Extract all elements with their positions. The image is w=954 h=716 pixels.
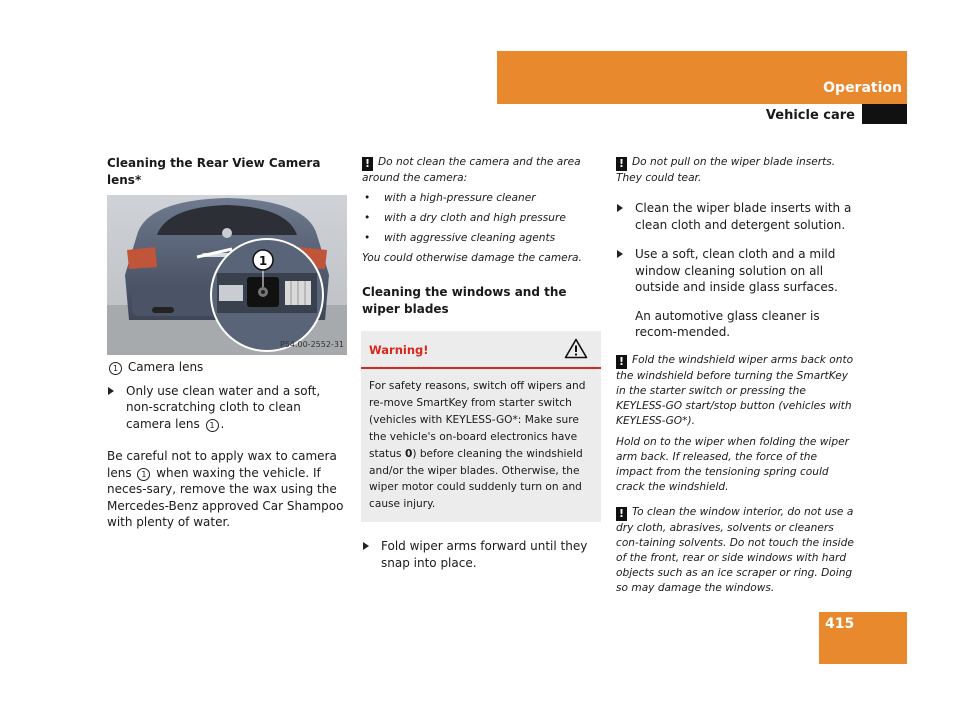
- wax-paragraph-start: Be careful not to apply wax to camera lens: [107, 449, 337, 480]
- wiper-arm-notice-text: Fold the windshield wiper arms back onto the windshield before turning the SmartKey in the starter switch or pressing the KEYLESS-GO start/stop button (vehicles with KEYLESS-GO*).: [616, 353, 854, 427]
- wiper-arm-notice-continued: Hold on to the wiper when folding the wiper arm back. If released, the force of the impact from the tensioning spring could crack the windshield.: [616, 435, 849, 493]
- wax-paragraph-number: 1: [137, 468, 150, 481]
- windows-cleaning-heading: Cleaning the windows and the wiper blades: [362, 285, 567, 316]
- step-arrow-icon: [108, 387, 114, 395]
- camera-notice-intro: Do not clean the camera and the area around the camera:: [362, 156, 581, 184]
- camera-notice: [362, 155, 602, 266]
- wiper-insert-step-text: Clean the wiper blade inserts with a clean cloth and detergent solution.: [635, 201, 852, 232]
- wiper-insert-notice-text: Do not pull on the wiper blade inserts. They could tear.: [616, 156, 836, 184]
- legend-camera-lens: [107, 359, 347, 376]
- warning-header: [361, 331, 601, 369]
- rear-camera-illustration: [107, 195, 347, 355]
- notice-icon: !: [616, 355, 627, 369]
- subsection-title: Vehicle care: [765, 108, 855, 123]
- rear-camera-photo: [107, 195, 347, 355]
- column-left: [107, 155, 347, 538]
- step-arrow-icon: [617, 250, 623, 258]
- notice-icon: !: [616, 507, 627, 521]
- step-arrow-icon: [617, 204, 623, 212]
- list-item: • with a dry cloth and high pressure: [362, 211, 602, 226]
- camera-step-number: 1: [206, 419, 219, 432]
- wiper-insert-step: [616, 200, 856, 233]
- wiper-fold-step: [362, 538, 602, 571]
- header-tab-marker: [862, 104, 907, 124]
- camera-step-end: .: [220, 416, 225, 431]
- legend-number: 1: [109, 362, 122, 375]
- column-right: [616, 155, 856, 596]
- notice-icon: !: [362, 157, 373, 171]
- warning-status-value: 0: [404, 447, 413, 460]
- camera-notice-outro: You could otherwise damage the camera.: [362, 252, 582, 264]
- list-item: • with a high-pressure cleaner: [362, 191, 602, 206]
- column-middle: [362, 155, 602, 579]
- warning-triangle-icon: [564, 338, 588, 359]
- glass-cleaning-step-text: Use a soft, clean cloth and a mild window cleaning solution on all outside and inside glass surfaces.: [635, 247, 838, 294]
- wiper-fold-step-text: Fold wiper arms forward until they snap into place.: [381, 539, 588, 570]
- page-number: 415: [825, 616, 855, 632]
- camera-step-text: Only use clean water and a soft, non-scratching cloth to clean camera lens: [126, 383, 321, 431]
- wiper-arm-notice: [616, 353, 856, 429]
- glass-cleaner-note: An automotive glass cleaner is recom-mended.: [635, 308, 820, 339]
- warning-text-start: For safety reasons, switch off wipers and re-move SmartKey from starter switch (vehicles with KEYLESS-GO*: Make sure the vehicle's on-board electronics have status: [369, 380, 586, 460]
- legend-text: Camera lens: [127, 360, 204, 374]
- wiper-insert-notice: [616, 155, 856, 186]
- section-title: Operation: [823, 80, 902, 96]
- notice-icon: !: [616, 157, 627, 171]
- list-item: • with aggressive cleaning agents: [362, 231, 602, 246]
- warning-text-end: ) before cleaning the windshield and/or the wiper blades. Otherwise, the wiper motor could suddenly turn on and cause injury.: [369, 447, 583, 511]
- wax-paragraph-end: when waxing the vehicle. If neces-sary, remove the wax using the Mercedes-Benz approved Car Shampoo with plenty of water.: [107, 465, 344, 529]
- window-interior-notice-text: To clean the window interior, do not use a dry cloth, abrasives, solvents or cleaners con-taining solvents. Do not touch the inside of the front, rear or side windows with hard objects such as an ice scraper or ring. Doing so may damage the windows.: [616, 505, 854, 594]
- camera-step: [107, 383, 347, 433]
- camera-cleaning-heading: Cleaning the Rear View Camera lens*: [107, 156, 321, 187]
- camera-notice-list: [362, 191, 602, 246]
- window-interior-notice: [616, 505, 856, 596]
- warning-body: [361, 369, 601, 522]
- photo-callout-number: 1: [258, 254, 268, 268]
- step-arrow-icon: [363, 542, 369, 550]
- header-bar: [497, 51, 907, 104]
- image-reference-id: P54.00-2552-31: [279, 339, 344, 349]
- glass-cleaning-step: [616, 246, 856, 296]
- warning-box: [361, 331, 601, 522]
- warning-title: Warning!: [369, 343, 429, 357]
- wax-paragraph: [107, 448, 347, 531]
